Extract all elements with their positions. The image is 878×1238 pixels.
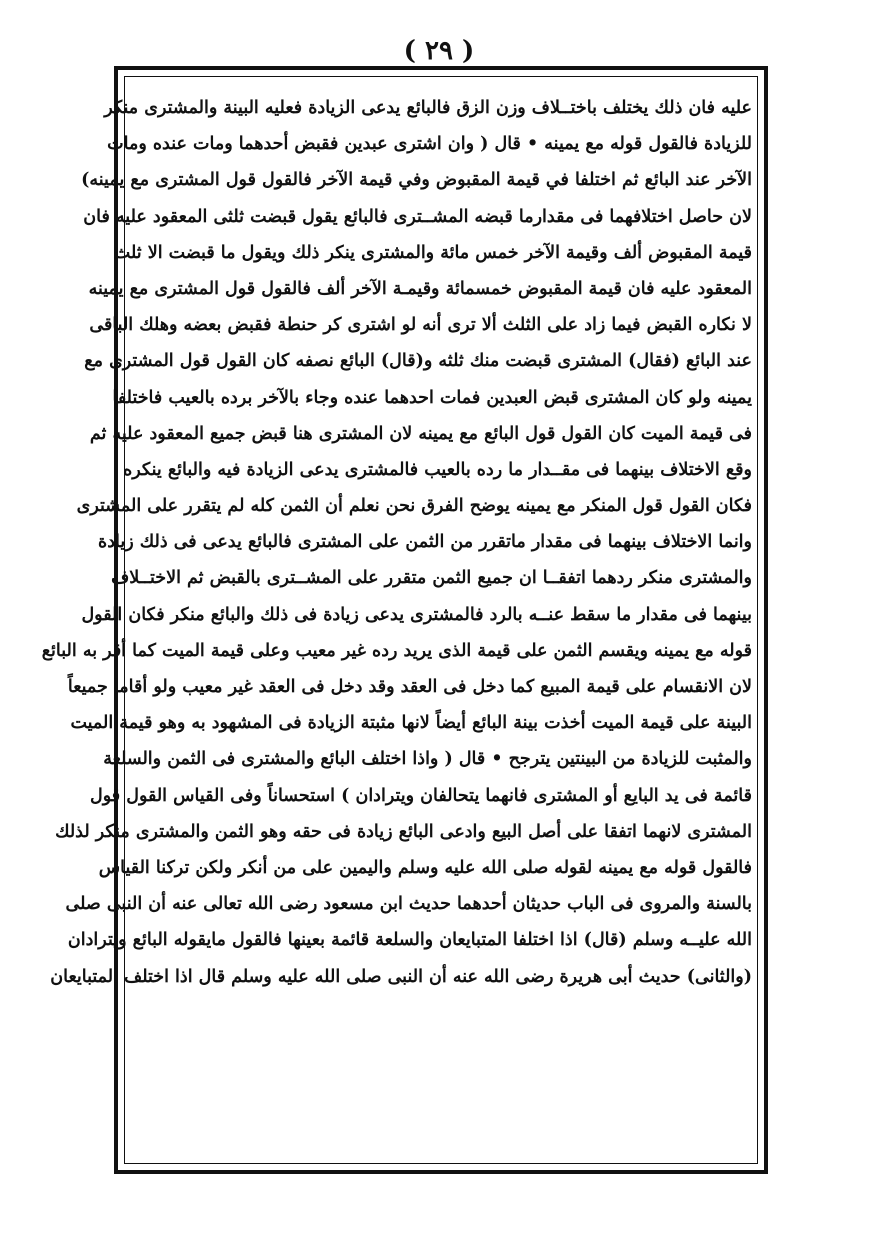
text-line: عليه فان ذلك يختلف باختــلاف وزن الزق فالبائع يدعى الزيادة فعليه البينة والمشترى منكر (104, 98, 752, 118)
text-line: وانما الاختلاف بينهما فى مقدار ماتقرر من الثمن على المشترى فالبائع يدعى فى ذلك زيادة (98, 532, 752, 553)
text-line: لان حاصل اختلافهما فى مقدارما قبضه المشــترى فالبائع يقول قبضت ثلثى المعقود عليه فان (83, 206, 752, 227)
text-line: (والثانى) حديث أبى هريرة رضى الله عنه أن النبى صلى الله عليه وسلم قال اذا اختلف المتبايعان (50, 966, 752, 987)
page-number: ( ٢٩ ) (403, 36, 475, 66)
text-line: المعقود عليه فان قيمة المقبوض خمسمائة وقيمـة الآخر ألف فالقول قول المشترى مع يمينه (88, 278, 752, 299)
text-line: والمشترى منكر ردهما اتفقــا ان جميع الثمن متقرر على المشــترى بالقبض ثم الاختــلاف (111, 568, 752, 589)
text-line: الآخر عند البائع ثم اختلفا في قيمة المقبوض وفي قيمة الآخر فالقول قول المشترى مع يمينه) (81, 170, 752, 191)
text-line: يمينه ولو كان المشترى قبض العبدين فمات احدهما عنده وجاء بالآخر برده بالعيب فاختلفا (112, 387, 752, 408)
text-line: والمثبت للزيادة من البينتين يترجح • قال ( واذا اختلف البائع والمشترى فى الثمن والسلعة (103, 749, 752, 770)
text-line: فالقول قوله مع يمينه لقوله صلى الله عليه وسلم واليمين على من أنكر ولكن تركنا القياس (98, 857, 752, 878)
text-line: قائمة فى يد البايع أو المشترى فانهما يتحالفان ويترادان ) استحساناً وفى القياس القول قول (90, 785, 752, 806)
text-line: عند البائع (فقال) المشترى قبضت منك ثلثه و(قال) البائع نصفه كان القول قول المشترى مع (84, 351, 752, 372)
text-line: الله عليــه وسلم (قال) اذا اختلفا المتبايعان والسلعة قائمة بعينها فالقول مايقوله البائع ويترادان (67, 930, 752, 951)
text-line: فكان القول قول المنكر مع يمينه يوضح الفرق نحن نعلم أن الثمن كله لم يتقرر على المشترى (76, 496, 752, 517)
text-line: قيمة المقبوض ألف وقيمة الآخر خمس مائة والمشترى ينكر ذلك ويقول ما قبضت الا ثلث (113, 242, 752, 263)
text-line: وقع الاختلاف بينهما فى مقــدار ما رده بالعيب فالمشترى يدعى الزيادة فيه والبائع ينكره (123, 459, 752, 480)
text-line: بينهما فى مقدار ما سقط عنــه بالرد فالمشترى يدعى زيادة فى ذلك والبائع منكر فكان القول (81, 604, 752, 625)
text-line: لا نكاره القبض فيما زاد على الثلث ألا ترى أنه لو اشترى كر حنطة فقبض بعضه وهلك الباقى (89, 315, 752, 336)
text-line: بالسنة والمروى فى الباب حديثان أحدهما حديث ابن مسعود رضى الله تعالى عنه أن النبى صلى (65, 894, 752, 915)
text-line: للزيادة فالقول قوله مع يمينه • قال ( وان اشترى عبدين فقبض أحدهما ومات عنده ومات (107, 134, 752, 155)
text-line: المشترى لانهما اتفقا على أصل البيع وادعى البائع زيادة فى حقه وهو الثمن والمشترى منكر لذلك (55, 821, 752, 842)
text-line: فى قيمة الميت كان القول قول البائع مع يمينه لان المشترى هنا قبض جميع المعقود عليه ثم (89, 423, 752, 444)
text-line: البينة على قيمة الميت أخذت بينة البائع أيضاً لانها مثبتة الزيادة فى المشهود به وهو قيمة الميت (70, 713, 752, 734)
text-line: لان الانقسام على قيمة المبيع كما دخل فى العقد وقد دخل فى العقد غير معيب ولو أقاما جميعاً (67, 677, 752, 697)
text-line: قوله مع يمينه ويقسم الثمن على قيمة الذى يريد رده غير معيب وعلى قيمة الميت كما أقر به البائع (41, 640, 752, 661)
page-text (41, 90, 752, 995)
